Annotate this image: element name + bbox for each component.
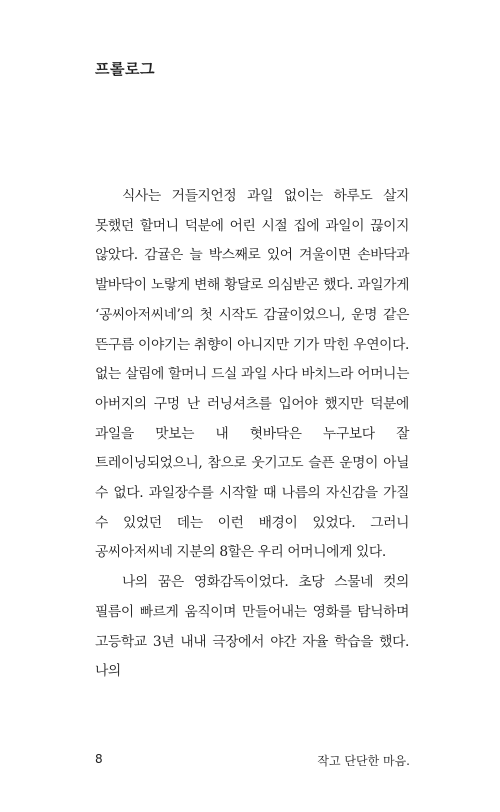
paragraph: 식사는 거들지언정 과일 없이는 하루도 살지 못했던 할머니 덕분에 어린 시절 집에 과일이 끊이지 않았다. 감귤은 늘 박스째로 있어 겨울이면 손바닥과 발바닥이 노랗게 변해 황달로 의심받곤 했다. 과일가게 ‘공씨아저씨네’의 첫 시작도 감귤이었으니, 운명 같은 뜬구름 이야기는 취향이 아니지만 기가 막힌 우연이다. 없는 살림에 할머니 드실 과일 사다 바치느라 어머니는 아버지의 구멍 난 러닝셔츠를 입어야 했지만 덕분에 과일을 맛보는 내 혓바닥은 누구보다 잘 트레이닝되었으니, 참으로 웃기고도 슬픈 운명이 아닐 수 없다. 과일장수를 시작할 때 나름의 자신감을 가질 수 있었던 데는 이런 배경이 있었다. 그러니 공씨아저씨네 지분의 8할은 우리 어머니에게 있다. (95, 188, 409, 561)
chapter-title: 프롤로그 (95, 60, 155, 78)
body-text (95, 182, 409, 687)
paragraph: 나의 꿈은 영화감독이었다. 초당 스물네 컷의 필름이 빠르게 움직이며 만들어내는 영화를 탐닉하며 고등학교 3년 내내 극장에서 야간 자율 학습을 했다. 나의 (95, 574, 409, 680)
page-number: 8 (95, 752, 103, 766)
running-title: 작고 단단한 마음. (317, 754, 410, 768)
